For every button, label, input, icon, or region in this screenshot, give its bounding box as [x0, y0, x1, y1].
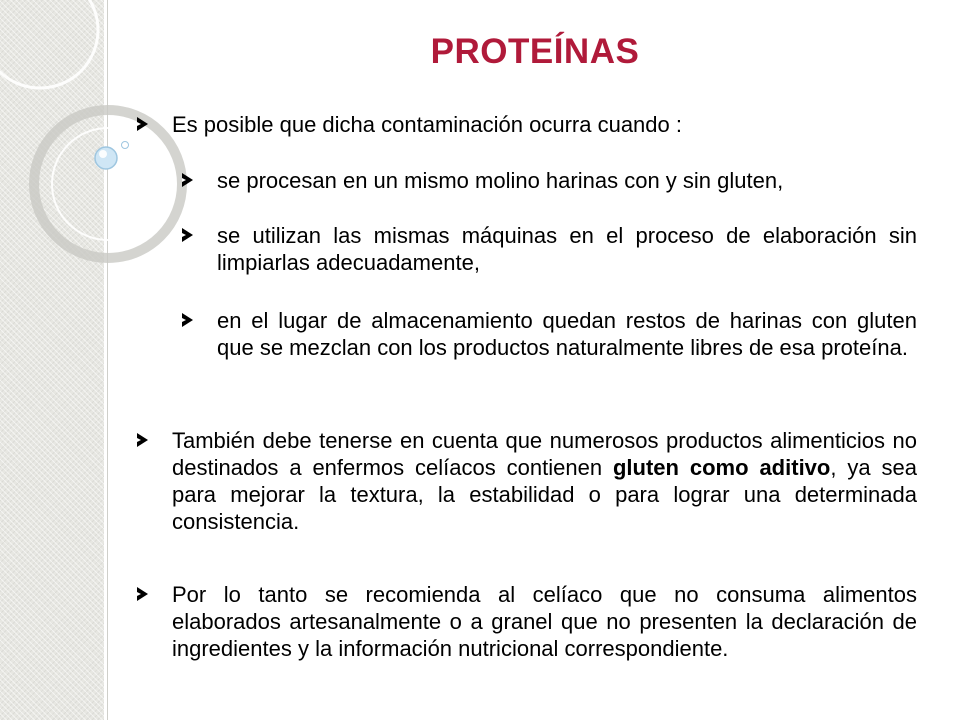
arrowhead-bullet-icon [137, 117, 148, 131]
arrowhead-bullet-icon [182, 313, 193, 327]
sub-bullet-text: se utilizan las mismas máquinas en el proceso de elaboración sin limpiarlas adecuadamente, [217, 223, 917, 275]
bullet-text: Es posible que dicha contaminación ocurra cuando : [172, 112, 682, 137]
arrowhead-bullet-icon [182, 228, 193, 242]
sub-bullet-item [217, 167, 917, 194]
bullet-item [172, 111, 917, 138]
bullet-text: , ya sea para mejorar la textura, la estabilidad o para lograr una determinada consistencia. [172, 455, 917, 534]
arrowhead-bullet-icon [182, 173, 193, 187]
bullet-text: Por lo tanto se recomienda al celíaco que no consuma alimentos elaborados artesanalmente o a granel que no presenten la declaración de ingredientes y la información nutricional correspondiente. [172, 582, 917, 661]
arrowhead-bullet-icon [137, 433, 148, 447]
bullet-item [172, 581, 917, 662]
sub-bullet-text: en el lugar de almacenamiento quedan restos de harinas con gluten que se mezclan con los productos naturalmente libres de esa proteína. [217, 308, 917, 360]
sub-bullet-text: se procesan en un mismo molino harinas con y sin gluten, [217, 168, 784, 193]
bullet-bold-text: gluten como aditivo [612, 455, 831, 480]
slide-title: PROTEÍNAS [430, 32, 640, 71]
bullet-item [172, 427, 917, 535]
bullet-text: También debe tenerse en cuenta que numerosos productos alimenticios no destinados a enfermos celíacos contienen [172, 428, 917, 480]
sub-bullet-item [217, 307, 917, 361]
sub-bullet-item [217, 222, 917, 276]
arrowhead-bullet-icon [137, 587, 148, 601]
